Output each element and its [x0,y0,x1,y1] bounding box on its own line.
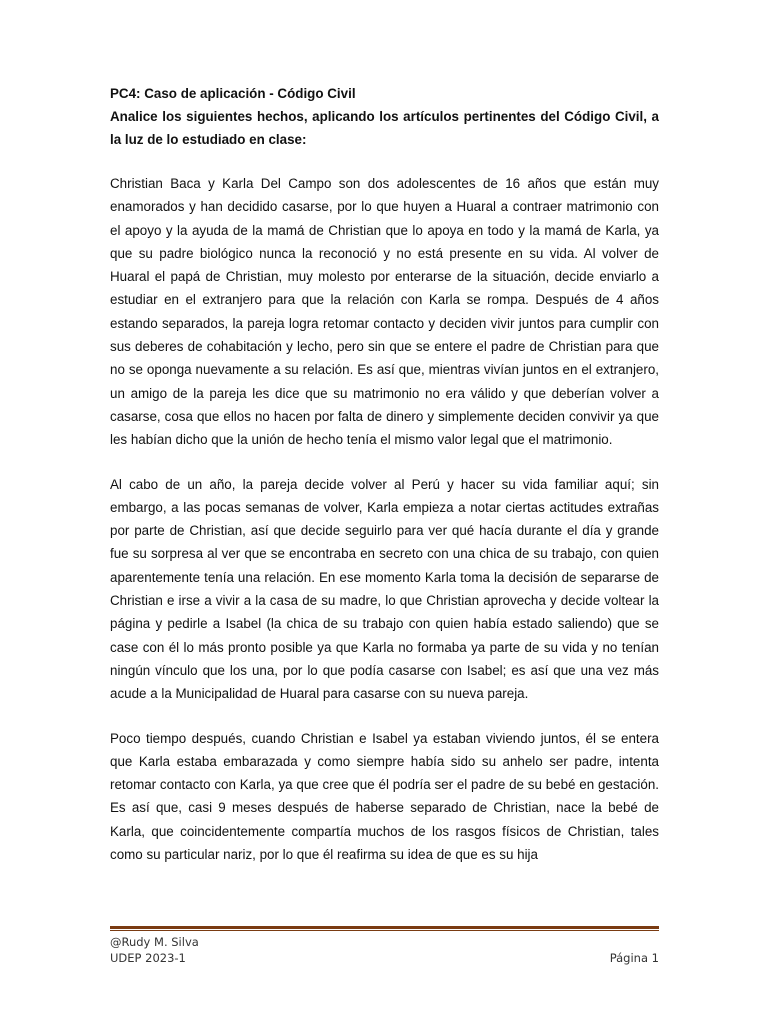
page-footer [110,934,659,966]
footer-author: @Rudy M. Silva [110,935,199,949]
footer-course: UDEP 2023-1 [110,951,186,965]
footer-row [110,950,659,966]
footer-divider-thick [110,926,659,929]
paragraph-2: Al cabo de un año, la pareja decide volver al Perú y hacer su vida familiar aquí; sin embargo, a las pocas semanas de volver, Karla empieza a notar ciertas actitudes extrañas por parte de Christian, así que decide seguirlo para ver qué hacía durante el día y grande fue su sorpresa al ver que se encontraba en secreto con una chica de su trabajo, con quien aparentemente tenía una relación. En ese momento Karla toma la decisión de separarse de Christian e irse a vivir a la casa de su madre, lo que Christian aprovecha y decide voltear la página y pedirle a Isabel (la chica de su trabajo con quien había estado saliendo) que se case con él lo más pronto posible ya que Karla no formaba ya parte de su vida y no tenían ningún vínculo que los una, por lo que podía casarse con Isabel; es así que una vez más acude a la Municipalidad de Huaral para casarse con su nueva pareja. [110,476,659,702]
footer-divider-thin [110,930,659,931]
paragraph-3: Poco tiempo después, cuando Christian e Isabel ya estaban viviendo juntos, él se entera que Karla estaba embarazada y como siempre había sido su anhelo ser padre, intenta retomar contacto con Karla, ya que cree que él podría ser el padre de su bebé en gestación. Es así que, casi 9 meses después de haberse separado de Christian, nace la bebé de Karla, que coincidentemente compartía muchos de los rasgos físicos de Christian, tales como su particular nariz, por lo que él reafirma su idea de que es su hija [110,730,659,863]
document-instruction: Analice los siguientes hechos, aplicando los artículos pertinentes del Código Civil, a la luz de lo estudiado en clase: [110,109,659,147]
paragraph-1: Christian Baca y Karla Del Campo son dos adolescentes de 16 años que están muy enamorados y han decidido casarse, por lo que huyen a Huaral a contraer matrimonio con el apoyo y la ayuda de la mamá de Christian que lo apoya en todo y la mamá de Karla, ya que su padre biológico nunca la reconoció y no está presente en su vida. Al volver de Huaral el papá de Christian, muy molesto por enterarse de la situación, decide enviarlo a estudiar en el extranjero para que la relación con Karla se rompa. Después de 4 años estando separados, la pareja logra retomar contacto y deciden vivir juntos para cumplir con sus deberes de cohabitación y lecho, pero sin que se entere el padre de Christian para que no se oponga nuevamente a su relación. Es así que, mientras vivían juntos en el extranjero, un amigo de la pareja les dice que su matrimonio no era válido y que deberían volver a casarse, cosa que ellos no hacen por falta de dinero y simplemente deciden convivir ya que les habían dicho que la unión de hecho tenía el mismo valor legal que el matrimonio. [110,176,659,448]
document-body [110,82,659,866]
document-title: PC4: Caso de aplicación - Código Civil [110,86,356,101]
footer-page-number: Página 1 [609,951,659,965]
